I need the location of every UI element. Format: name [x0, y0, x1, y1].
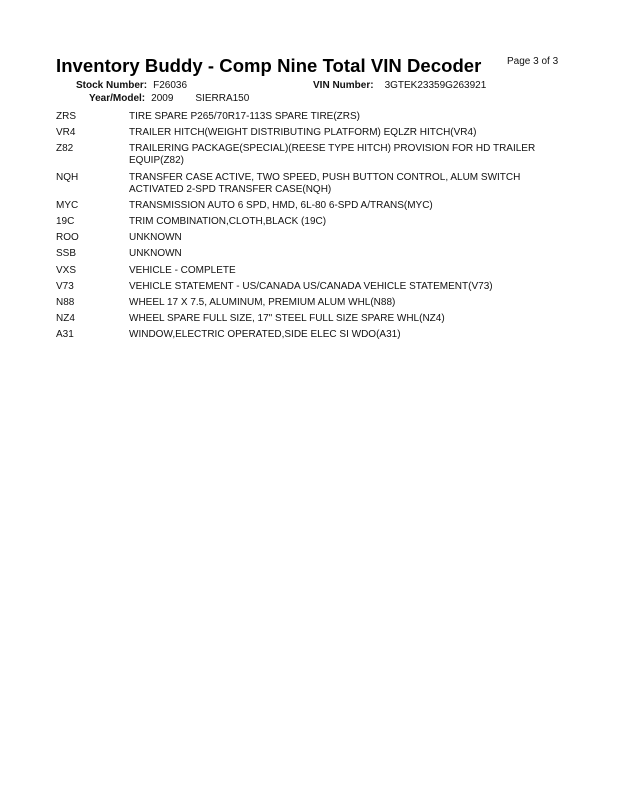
- option-description: UNKNOWN: [129, 248, 182, 260]
- year-value: 2009: [151, 93, 174, 104]
- option-row: [56, 111, 556, 123]
- option-description: TRAILER HITCH(WEIGHT DISTRIBUTING PLATFORM) EQLZR HITCH(VR4): [129, 127, 477, 139]
- vin-number-value: 3GTEK23359G263921: [384, 80, 487, 91]
- option-row: [56, 127, 556, 139]
- option-code: ROO: [56, 232, 79, 244]
- option-description: WINDOW,ELECTRIC OPERATED,SIDE ELEC SI WDO(A31): [129, 329, 401, 341]
- option-code: ZRS: [56, 111, 76, 122]
- option-row: [56, 329, 556, 341]
- option-row: [56, 281, 556, 293]
- option-description: TRANSFER CASE ACTIVE, TWO SPEED, PUSH BUTTON CONTROL, ALUM SWITCH ACTIVATED 2-SPD TRANSFER CASE(NQH): [129, 171, 521, 195]
- option-description: VEHICLE - COMPLETE: [129, 264, 236, 276]
- option-code: Z82: [56, 143, 74, 155]
- option-row: [56, 265, 556, 277]
- option-code: MYC: [56, 199, 79, 211]
- option-code: V73: [56, 280, 74, 292]
- option-description: WHEEL SPARE FULL SIZE, 17" STEEL FULL SIZE SPARE WHL(NZ4): [129, 313, 445, 325]
- option-row: [56, 216, 556, 228]
- year-model-label: Year/Model:: [89, 93, 146, 104]
- option-description: TRAILERING PACKAGE(SPECIAL)(REESE TYPE HITCH) PROVISION FOR HD TRAILER EQUIP(Z82): [129, 143, 536, 167]
- option-description: TRANSMISSION AUTO 6 SPD, HMD, 6L-80 6-SPD A/TRANS(MYC): [129, 199, 433, 211]
- model-value: SIERRA150: [195, 93, 250, 104]
- page-indicator: Page 3 of 3: [507, 56, 559, 67]
- option-code: N88: [56, 296, 75, 308]
- option-row: [56, 172, 556, 196]
- option-description: TIRE SPARE P265/70R17-113S SPARE TIRE(ZRS): [129, 111, 361, 122]
- option-description: UNKNOWN: [129, 232, 182, 244]
- option-code: VR4: [56, 127, 76, 139]
- option-code: NQH: [56, 171, 79, 183]
- option-code: A31: [56, 329, 74, 341]
- option-codes-list: [56, 111, 556, 345]
- vin-number-field: [313, 80, 486, 91]
- option-row: [56, 200, 556, 212]
- year-model-field: [89, 93, 249, 104]
- option-code: NZ4: [56, 313, 75, 325]
- option-row: [56, 143, 556, 167]
- option-row: [56, 297, 556, 309]
- option-row: [56, 232, 556, 244]
- vin-number-label: VIN Number:: [313, 80, 374, 91]
- option-code: SSB: [56, 248, 77, 260]
- option-description: TRIM COMBINATION,CLOTH,BLACK (19C): [129, 215, 327, 227]
- stock-number-label: Stock Number:: [76, 80, 148, 91]
- option-code: 19C: [56, 215, 75, 227]
- stock-number-value: F26036: [153, 80, 188, 91]
- option-row: [56, 248, 556, 260]
- option-description: VEHICLE STATEMENT - US/CANADA US/CANADA VEHICLE STATEMENT(V73): [129, 280, 493, 292]
- option-code: VXS: [56, 264, 77, 276]
- option-description: WHEEL 17 X 7.5, ALUMINUM, PREMIUM ALUM WHL(N88): [129, 296, 396, 308]
- option-row: [56, 313, 556, 325]
- page-title: Inventory Buddy - Comp Nine Total VIN Decoder: [56, 55, 482, 76]
- stock-number-field: [76, 80, 187, 91]
